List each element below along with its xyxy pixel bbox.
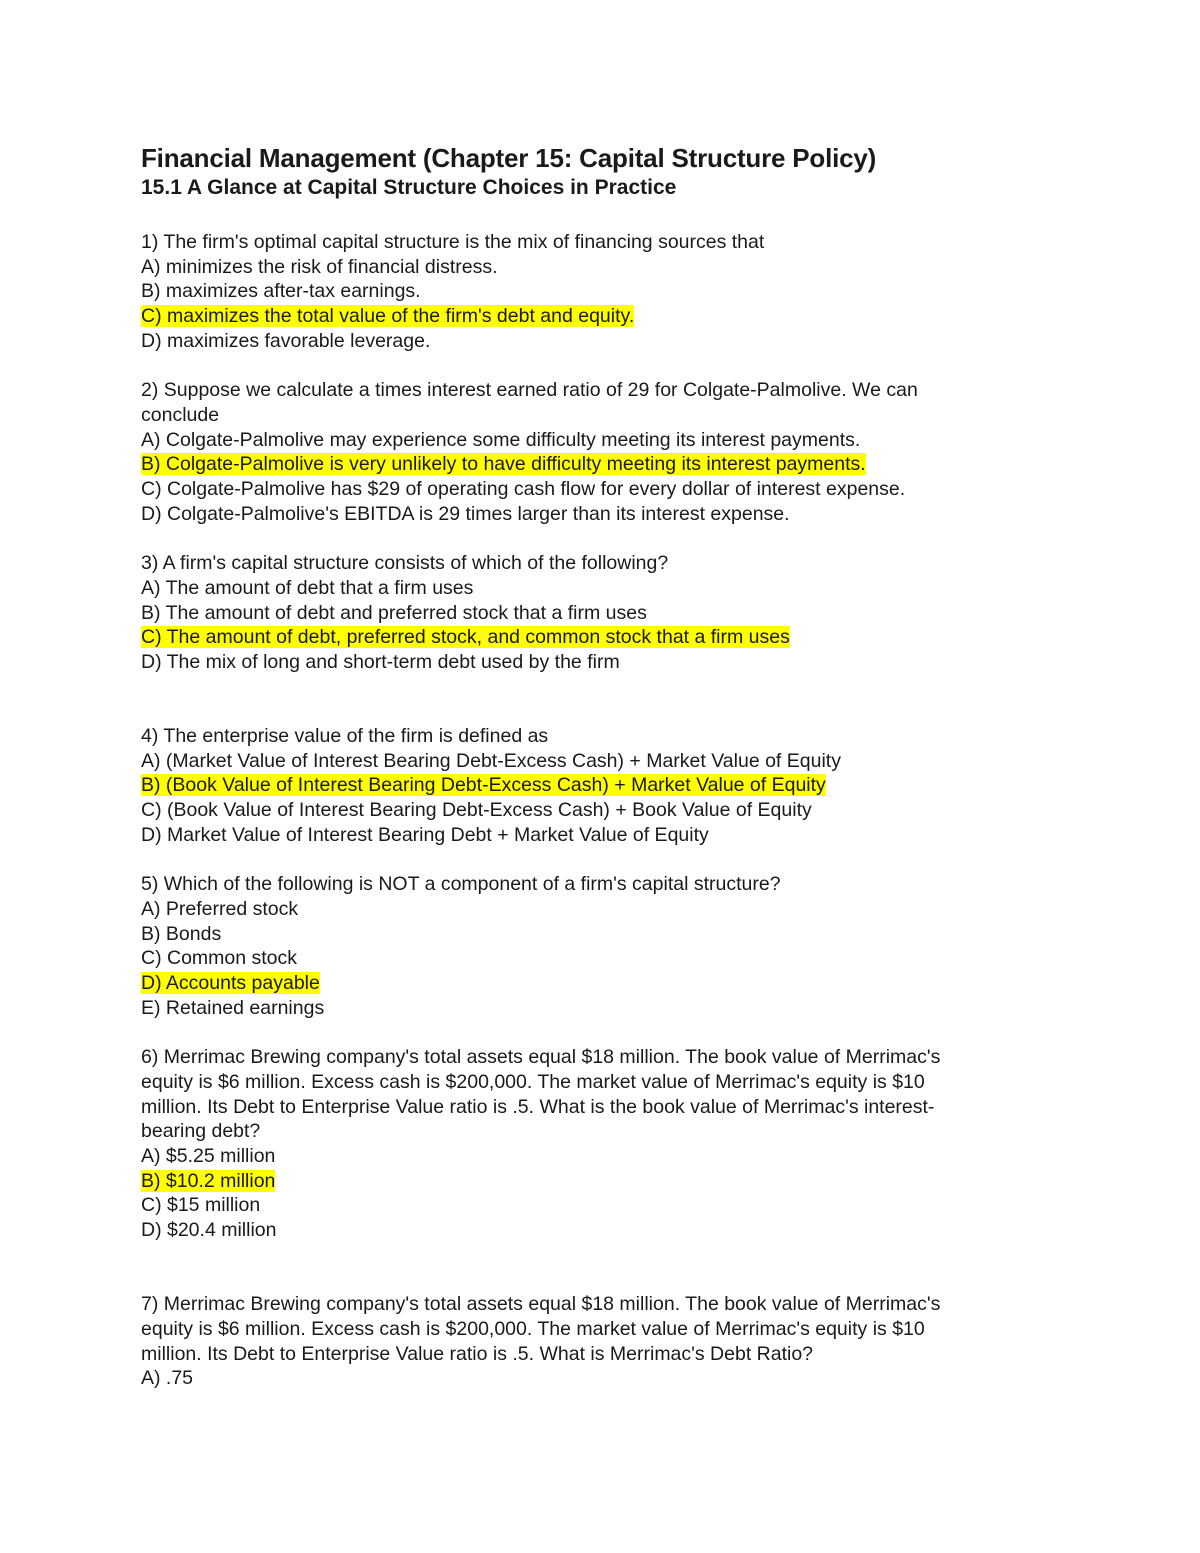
spacer: [141, 675, 1041, 724]
spacer: [141, 1243, 1041, 1292]
answer-option-highlighted: B) $10.2 million: [141, 1169, 276, 1192]
question-text: 1) The firm's optimal capital structure is the mix of financing sources that: [141, 231, 765, 253]
question-text: equity is $6 million. Excess cash is $200,000. The market value of Merrimac's equity is $10: [141, 1070, 925, 1093]
spacer: [141, 526, 1041, 551]
spacer: [141, 1020, 1041, 1045]
answer-option-highlighted: B) Colgate-Palmolive is very unlikely to have difficulty meeting its interest payments.: [141, 453, 866, 476]
section-heading: 15.1 A Glance at Capital Structure Choices in Practice: [141, 176, 677, 199]
answer-option: A) minimizes the risk of financial distress.: [141, 255, 498, 278]
answer-option: D) The mix of long and short-term debt used by the firm: [141, 650, 620, 673]
answer-option-highlighted: C) The amount of debt, preferred stock, and common stock that a firm uses: [141, 626, 790, 649]
question-5: [141, 872, 1041, 1020]
answer-option: B) Bonds: [141, 922, 222, 945]
answer-option: D) Colgate-Palmolive's EBITDA is 29 times larger than its interest expense.: [141, 502, 790, 525]
question-7: [141, 1292, 1041, 1391]
question-4: [141, 724, 1041, 848]
question-text: 4) The enterprise value of the firm is defined as: [141, 725, 549, 748]
question-text: equity is $6 million. Excess cash is $200,000. The market value of Merrimac's equity is $10: [141, 1317, 925, 1340]
question-1: [141, 230, 1041, 354]
answer-option: C) Colgate-Palmolive has $29 of operating cash flow for every dollar of interest expense.: [141, 478, 906, 501]
answer-option: A) .75: [141, 1367, 194, 1390]
question-text: 6) Merrimac Brewing company's total assets equal $18 million. The book value of Merrimac's: [141, 1046, 941, 1069]
question-text: million. Its Debt to Enterprise Value ratio is .5. What is Merrimac's Debt Ratio?: [141, 1342, 814, 1365]
answer-option: A) Preferred stock: [141, 897, 299, 920]
answer-option: C) $15 million: [141, 1194, 261, 1217]
question-text: bearing debt?: [141, 1120, 261, 1143]
answer-option: D) $20.4 million: [141, 1219, 277, 1242]
answer-option: C) (Book Value of Interest Bearing Debt-Excess Cash) + Book Value of Equity: [141, 799, 812, 822]
question-text: conclude: [141, 403, 220, 426]
question-3: [141, 551, 1041, 675]
answer-option: A) $5.25 million: [141, 1144, 276, 1167]
answer-option: E) Retained earnings: [141, 996, 325, 1019]
question-text: 3) A firm's capital structure consists of which of the following?: [141, 552, 669, 575]
answer-option-highlighted: B) (Book Value of Interest Bearing Debt-Excess Cash) + Market Value of Equity: [141, 774, 826, 797]
answer-option-highlighted: C) maximizes the total value of the firm's debt and equity.: [141, 305, 635, 328]
question-text: 7) Merrimac Brewing company's total assets equal $18 million. The book value of Merrimac's: [141, 1293, 941, 1316]
question-list: [141, 230, 1041, 1391]
question-2: [141, 378, 1041, 526]
document-content: [141, 142, 1041, 1391]
answer-option-highlighted: D) Accounts payable: [141, 972, 320, 995]
answer-option: D) maximizes favorable leverage.: [141, 329, 431, 352]
spacer: [141, 354, 1041, 379]
document-title: Financial Management (Chapter 15: Capital Structure Policy): [141, 143, 877, 173]
question-text: million. Its Debt to Enterprise Value ratio is .5. What is the book value of Merrimac's interest-: [141, 1095, 935, 1118]
question-text: 5) Which of the following is NOT a component of a firm's capital structure?: [141, 873, 781, 896]
question-6: [141, 1045, 1041, 1243]
answer-option: D) Market Value of Interest Bearing Debt + Market Value of Equity: [141, 823, 709, 846]
answer-option: A) (Market Value of Interest Bearing Debt-Excess Cash) + Market Value of Equity: [141, 749, 841, 772]
answer-option: B) maximizes after-tax earnings.: [141, 280, 421, 303]
answer-option: C) Common stock: [141, 947, 298, 970]
answer-option: A) Colgate-Palmolive may experience some difficulty meeting its interest payments.: [141, 428, 861, 451]
answer-option: A) The amount of debt that a firm uses: [141, 576, 474, 599]
question-text: 2) Suppose we calculate a times interest earned ratio of 29 for Colgate-Palmolive. We can: [141, 379, 918, 402]
spacer: [141, 848, 1041, 873]
answer-option: B) The amount of debt and preferred stock that a firm uses: [141, 601, 647, 624]
